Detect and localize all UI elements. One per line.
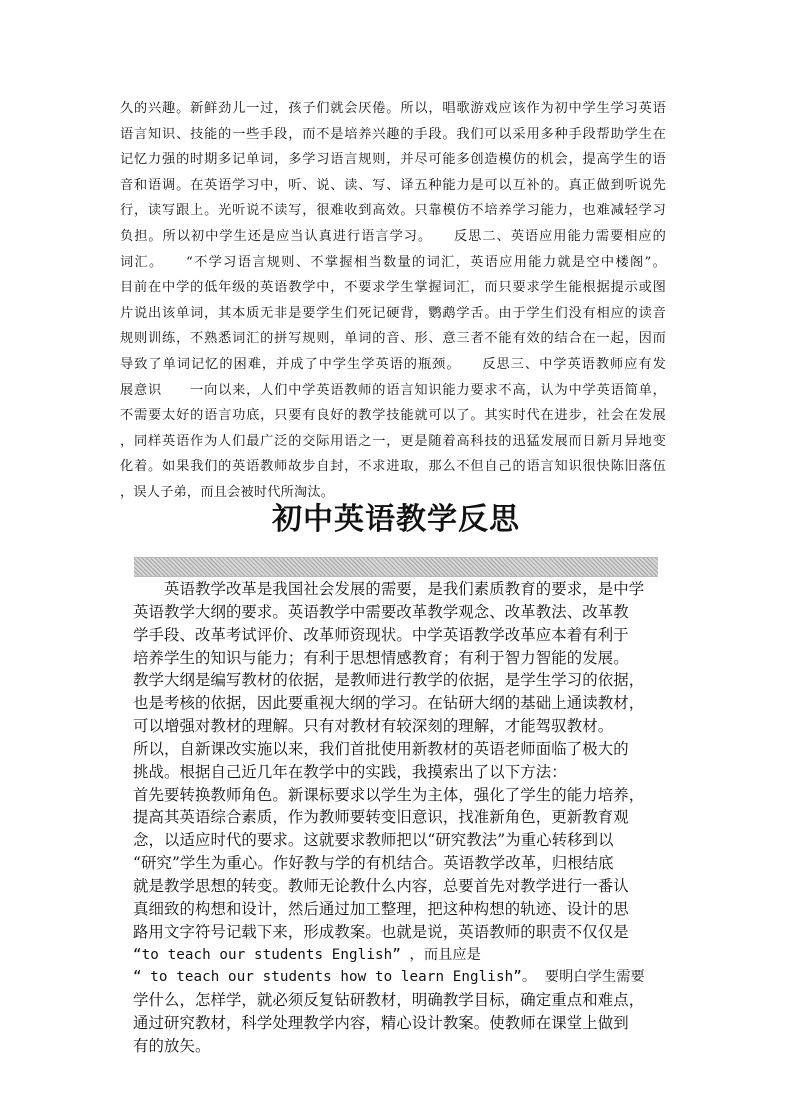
text-line: 负担。所以初中学生还是应当认真进行语言学习。 反思二、英语应用能力需要相应的 (120, 228, 666, 244)
previous-page-continuation (120, 96, 666, 506)
text-line: 也是考核的依据，因此要重视大纲的学习。在钻研大纲的基础上通读教材， (133, 694, 645, 713)
text-line: 真细致的构想和设计，然后通过加工整理，把这种构想的轨迹、设计的思 (133, 899, 629, 918)
text-line: 化着。如果我们的英语教师故步自封，不求进取，那么不但自己的语言知识很快陈旧落伍 (120, 459, 666, 475)
text-line: 记忆力强的时期多记单词，多学习语言规则，并尽可能多创造模仿的机会，提高学生的语 (120, 152, 666, 168)
text-line: 挑战。根据自己近几年在教学中的实践，我摸索出了以下方法： (133, 762, 567, 781)
text-line: “to teach our students English” ，而且应是 (133, 946, 481, 963)
text-line: 词汇。 “不学习语言规则、不掌握相当数量的词汇，英语应用能力就是空中楼阁”。 (120, 254, 666, 270)
text-line: 有的放矢。 (133, 1036, 211, 1055)
text-line: 所以，自新课改实施以来，我们首批使用新教材的英语老师面临了极大的 (133, 739, 629, 758)
text-line: 语言知识、技能的一些手段，而不是培养兴趣的手段。我们可以采用多种手段帮助学生在 (120, 126, 666, 142)
text-line: 英语教学改革是我国社会发展的需要，是我们素质教育的要求，是中学 (133, 580, 645, 598)
text-line: 路用文字符号记载下来，形成教案。也就是说，英语教师的职责不仅仅是 (133, 922, 629, 941)
article-body (133, 578, 661, 1058)
title-divider (134, 557, 658, 577)
text-line: 英语教学大纲的要求。英语教学中需要改革教学观念、改革教法、改革教 (133, 602, 629, 621)
text-line: 通过研究教材，科学处理教学内容，精心设计教案。使教师在课堂上做到 (133, 1014, 629, 1033)
text-line: 就是教学思想的转变。教师无论教什么内容，总要首先对教学进行一番认 (133, 876, 629, 895)
text-line: ，误人子弟，而且会被时代所淘汰。 (120, 484, 335, 500)
text-line: 展意识 一向以来，人们中学英语教师的语言知识能力要求不高，认为中学英语简单， (120, 382, 666, 398)
text-line: 首先要转换教师角色。新课标要求以学生为主体，强化了学生的能力培养， (133, 785, 645, 804)
text-line: 目前在中学的低年级的英语教学中，不要求学生掌握词汇，而只要求学生能根据提示或图 (120, 280, 666, 296)
text-line: 培养学生的知识与能力；有利于思想情感教育；有利于智力智能的发展。 (133, 648, 629, 667)
text-line: 规则训练，不熟悉词汇的拼写规则，单词的音、形、意三者不能有效的结合在一起，因而 (120, 331, 666, 347)
text-line: 提高其英语综合素质，作为教师要转变旧意识，找准新角色，更新教育观 (133, 808, 629, 827)
text-line: 念，以适应时代的要求。这就要求教师把以“研究教法”为重心转移到以 (133, 831, 614, 850)
text-line: ，同样英语作为人们最广泛的交际用语之一，更是随着高科技的迅猛发展而日新月异地变 (120, 433, 666, 449)
text-line: 久的兴趣。新鲜劲儿一过，孩子们就会厌倦。所以，唱歌游戏应该作为初中学生学习英语 (120, 101, 666, 116)
text-line: 音和语调。在英语学习中，听、说、读、写、译五种能力是可以互补的。真正做到听说先 (120, 177, 666, 193)
text-line: “ to teach our students how to learn English”。 要明白学生需要 (133, 969, 645, 986)
text-line: 学手段、改革考试评价、改革师资现状。中学英语教学改革应本着有利于 (133, 625, 629, 644)
text-line: 导致了单词记忆的困难，并成了中学生学英语的瓶颈。 反思三、中学英语教师应有发 (120, 356, 666, 372)
document-title: 初中英语教学反思 (272, 502, 520, 537)
text-line: 不需要太好的语言功底，只要有良好的教学技能就可以了。其实时代在进步，社会在发展 (120, 408, 666, 424)
text-line: 可以增强对教材的理解。只有对教材有较深刻的理解，才能驾驭教材。 (133, 717, 614, 736)
text-line: 片说出该单词，其本质无非是要学生们死记硬背，鹦鹉学舌。由于学生们没有相应的读音 (120, 305, 666, 321)
text-line: 学什么，怎样学，就必须反复钻研教材，明确教学目标，确定重点和难点， (133, 991, 645, 1010)
text-line: “研究”学生为重心。作好教与学的有机结合。英语教学改革，归根结底 (133, 854, 614, 873)
text-line: 教学大纲是编写教材的依据，是教师进行教学的依据，是学生学习的依据， (133, 671, 645, 690)
text-line: 行，读写跟上。光听说不读写，很难收到高效。只靠模仿不培养学习能力，也难减轻学习 (120, 203, 666, 219)
